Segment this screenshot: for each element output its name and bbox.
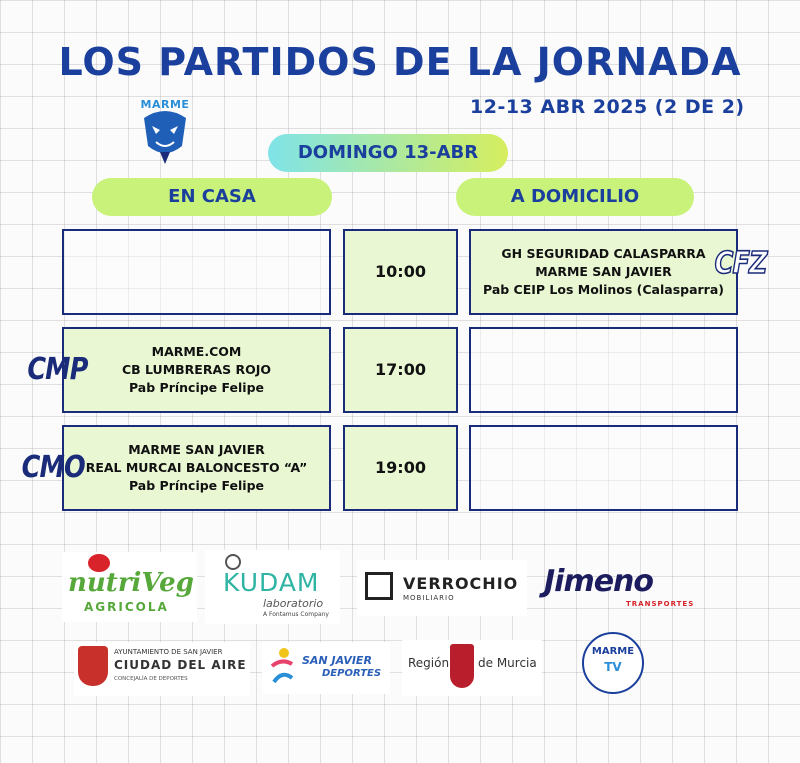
- kudam-logo: [205, 550, 340, 624]
- marme-tv-name: MARME: [591, 646, 635, 657]
- home-team-2: MARME.COM: [151, 344, 242, 359]
- away-match-2: [469, 327, 738, 413]
- murcia-left: Región: [408, 656, 450, 670]
- ayuntamiento-line3: CONCEJALÍA DE DEPORTES: [114, 676, 188, 682]
- marme-tv-sub: TV: [604, 660, 622, 674]
- match-time-3-text: 19:00: [375, 458, 426, 477]
- category-badge-cmp: CMP: [27, 352, 88, 387]
- match-time-2-text: 17:00: [375, 360, 426, 379]
- away-column-header: A DOMICILIO: [456, 178, 694, 216]
- kudam-tag: A Fontamus Company: [263, 611, 329, 618]
- ayuntamiento-line1: AYUNTAMIENTO DE SAN JAVIER: [114, 648, 223, 656]
- home-column-header: EN CASA: [92, 178, 332, 216]
- kudam-name: KUDAM: [223, 568, 320, 597]
- venue-3: Pab Príncipe Felipe: [128, 478, 265, 493]
- marme-tv-logo: [582, 632, 644, 694]
- match-time-2: [343, 327, 458, 413]
- home-team-1: MARME SAN JAVIER: [535, 264, 672, 279]
- day-label: DOMINGO 13-ABR: [268, 134, 508, 172]
- home-team-3: MARME SAN JAVIER: [128, 442, 265, 457]
- murcia-crest-icon: [450, 644, 474, 688]
- venue-1: Pab CEIP Los Molinos (Calasparra): [483, 282, 724, 297]
- nutriveg-name: nutriVeg: [68, 568, 194, 598]
- away-match-3: [469, 425, 738, 511]
- verrochio-mark-icon: [365, 572, 393, 600]
- away-team-1: GH SEGURIDAD CALASPARRA: [501, 246, 706, 261]
- verrochio-sub: MOBILIARIO: [403, 594, 455, 602]
- away-team-3: REAL MURCAI BALONCESTO “A”: [85, 460, 308, 475]
- match-time-1-text: 10:00: [375, 262, 426, 281]
- away-match-1: [469, 229, 738, 315]
- category-badge-cmo: CMO: [21, 450, 85, 485]
- page-title: LOS PARTIDOS DE LA JORNADA: [58, 40, 742, 84]
- jimeno-logo: [540, 562, 718, 612]
- sanjavier-name: SAN JAVIER: [302, 654, 372, 667]
- jimeno-name: Jimeno: [544, 564, 654, 599]
- sanjavier-deportes-logo: [262, 642, 390, 694]
- ayuntamiento-line2: CIUDAD DEL AIRE: [114, 658, 247, 672]
- jimeno-sub: TRANSPORTES: [626, 600, 695, 608]
- nutriveg-sub: AGRICOLA: [84, 600, 169, 614]
- venue-2: Pab Príncipe Felipe: [128, 380, 265, 395]
- marme-logo: [130, 96, 200, 166]
- match-time-1: [343, 229, 458, 315]
- home-match-1: [62, 229, 331, 315]
- region-murcia-logo: [402, 640, 542, 696]
- verrochio-logo: [357, 560, 527, 616]
- ayuntamiento-logo: [74, 642, 250, 696]
- murcia-right: de Murcia: [478, 656, 537, 670]
- verrochio-name: VERROCHIO: [403, 574, 519, 593]
- home-match-3: [62, 425, 331, 511]
- match-time-3: [343, 425, 458, 511]
- home-match-2: [62, 327, 331, 413]
- category-badge-cfz: CFZ: [714, 246, 767, 281]
- kudam-sub: laboratorio: [263, 597, 324, 610]
- marme-logo-text: MARME: [140, 98, 190, 111]
- sanjavier-sub: DEPORTES: [322, 668, 382, 679]
- away-team-2: CB LUMBRERAS ROJO: [121, 362, 272, 377]
- date-subtitle: 12-13 ABR 2025 (2 DE 2): [470, 96, 745, 118]
- nutriveg-logo: [62, 552, 197, 622]
- athlete-icon: [268, 646, 296, 686]
- crest-icon: [78, 646, 108, 686]
